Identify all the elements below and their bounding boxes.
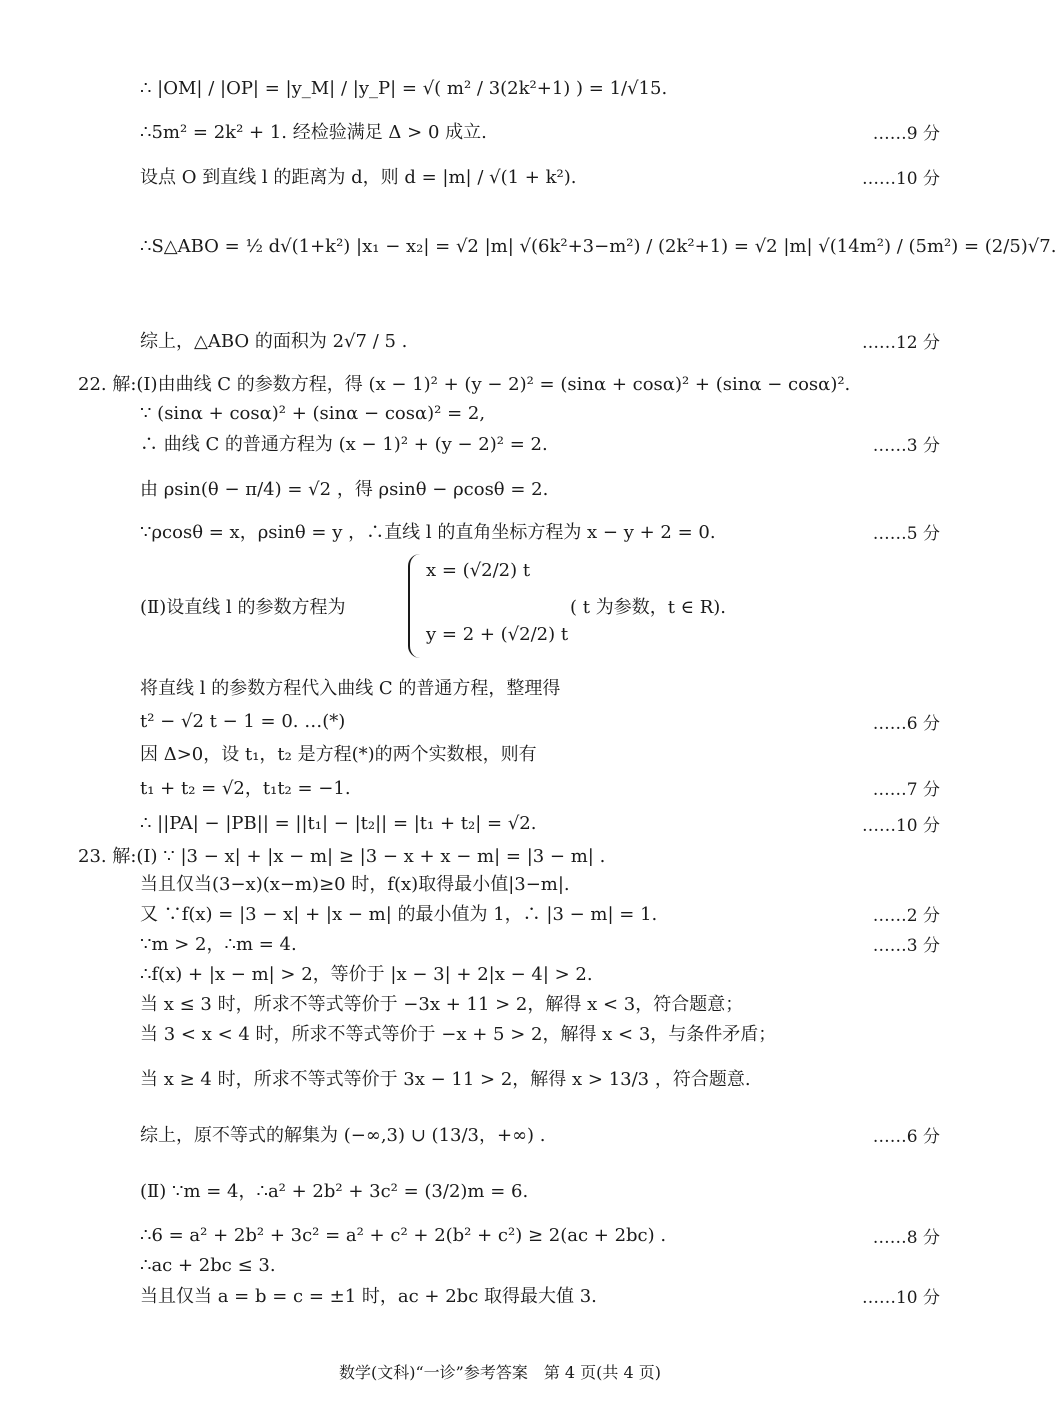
line-text: 因 Δ>0，设 t₁，t₂ 是方程(*)的两个实数根，则有 [140,744,537,765]
line-6 [78,368,878,398]
line-4 [140,218,1056,274]
line-text: (Ⅱ) ∵m = 4，∴a² + 2b² + 3c² = (3/2)m = 6. [140,1181,529,1202]
line-13 [140,738,940,768]
line-text: 设点 O 到直线 l 的距离为 d，则 d = |m| / √(1 + k²). [140,167,577,188]
line-26 [140,1220,940,1250]
page-footer: 数学(文科)“一诊”参考答案 第 4 页(共 4 页) [338,1363,662,1382]
line-1 [140,60,940,116]
line-text: 当且仅当(3−x)(x−m)≥0 时，f(x)取得最小值|3−m|. [140,874,570,895]
line-text: ∴S△ABO = ½ d√(1+k²) |x₁ − x₂| = √2 |m| √(6k²+3−m²) / (2k²+1) = √2 |m| √(14m²) / (5m²) = (2/5)√7. [140,235,1056,257]
line-text: 当 3 < x < 4 时，所求不等式等价于 −x + 5 > 2，解得 x < 3，与条件矛盾； [140,1024,777,1045]
line-text: 23. 解:(Ⅰ) ∵ |3 − x| + |x − m| ≥ |3 − x + x − m| = |3 − m| . [78,846,606,867]
line-17 [140,868,940,898]
line-text: ∴ |OM| / |OP| = |y_M| / |y_P| = √( m² / 3(2k²+1) ) = 1/√15. [140,77,668,99]
line-text: 22. 解:(Ⅰ)由曲线 C 的参数方程，得 (x − 1)² + (y − 2)² = (sinα + cosα)² + (sinα − cosα)². [78,374,851,395]
line-text: 当且仅当 a = b = c = ±1 时，ac + 2bc 取得最大值 3. [140,1286,597,1307]
line-23 [140,1050,940,1106]
line-15 [140,808,940,838]
score-mark: ……6 分 [872,713,940,734]
line-text: 将直线 l 的参数方程代入曲线 C 的普通方程，整理得 [140,678,561,699]
score-mark: ……7 分 [872,779,940,800]
line-12 [140,706,940,736]
line-5 [140,312,940,368]
line-27 [140,1250,940,1280]
line-text: ∴5m² = 2k² + 1. 经检验满足 Δ > 0 成立. [140,122,487,143]
line-9 [140,460,940,516]
line-text: t₁ + t₂ = √2，t₁t₂ = −1. [140,778,351,799]
line-21 [140,988,940,1018]
line-text: ∵m > 2，∴m = 4. [140,934,297,955]
line-19 [140,928,940,958]
system-eq-x: x = (√2/2) t [426,560,531,581]
line-28 [140,1280,940,1310]
line-16 [78,840,878,870]
line-text: 综上，△ABO 的面积为 2√7 / 5 . [140,331,408,352]
score-mark: ……9 分 [872,123,940,144]
score-mark: ……5 分 [872,523,940,544]
line-text: t² − √2 t − 1 = 0. …(*) [140,710,346,732]
line-text: 当 x ≥ 4 时，所求不等式等价于 3x − 11 > 2，解得 x > 13/3 ，符合题意. [140,1069,751,1090]
line-text: 又 ∵f(x) = |3 − x| + |x − m| 的最小值为 1，∴ |3 − m| = 1. [140,904,658,925]
score-mark: ……10 分 [861,815,940,836]
line-text: 综上，原不等式的解集为 (−∞,3) ∪ (13/3，+∞) . [140,1125,546,1146]
line-text: ∴f(x) + |x − m| > 2，等价于 |x − 3| + 2|x − 4| > 2. [140,964,593,985]
line-22 [140,1018,940,1048]
line-7 [140,398,940,428]
score-mark: ……12 分 [861,332,940,353]
score-mark: ……10 分 [861,168,940,189]
line-18 [140,898,940,928]
score-mark: ……6 分 [872,1126,940,1147]
line-2 [140,116,940,146]
line-text: 由 ρsin(θ − π/4) = √2 ，得 ρsinθ − ρcosθ = 2. [140,479,549,500]
score-mark: ……8 分 [872,1227,940,1248]
line-text: ∵ (sinα + cosα)² + (sinα − cosα)² = 2, [140,402,486,424]
score-mark: ……3 分 [872,435,940,456]
parametric-system [140,548,940,668]
line-11 [140,672,940,702]
line-text: ∴6 = a² + 2b² + 3c² = a² + c² + 2(b² + c²) ≥ 2(ac + 2bc) . [140,1224,667,1246]
line-text: ∴ac + 2bc ≤ 3. [140,1254,276,1276]
score-mark: ……2 分 [872,905,940,926]
score-mark: ……3 分 [872,935,940,956]
score-mark: ……10 分 [861,1287,940,1308]
line-20 [140,958,940,988]
line-3 [140,148,940,204]
line-25 [140,1162,940,1218]
line-text: 当 x ≤ 3 时，所求不等式等价于 −3x + 11 > 2，解得 x < 3，符合题意； [140,994,744,1015]
line-14 [140,772,940,802]
line-10 [140,516,940,546]
line-text: ∴ 曲线 C 的普通方程为 (x − 1)² + (y − 2)² = 2. [140,434,548,455]
system-tail: ( t 为参数，t ∈ R). [570,597,726,618]
line-8 [140,428,940,458]
line-24 [140,1106,940,1162]
line-text: ∵ρcosθ = x，ρsinθ = y ，∴直线 l 的直角坐标方程为 x − y + 2 = 0. [140,522,716,543]
system-eq-y: y = 2 + (√2/2) t [426,624,569,645]
line-text: ∴ ||PA| − |PB|| = ||t₁| − |t₂|| = |t₁ + t₂| = √2. [140,812,537,834]
left-brace [408,554,420,658]
system-lead: (Ⅱ)设直线 l 的参数方程为 [140,597,346,618]
